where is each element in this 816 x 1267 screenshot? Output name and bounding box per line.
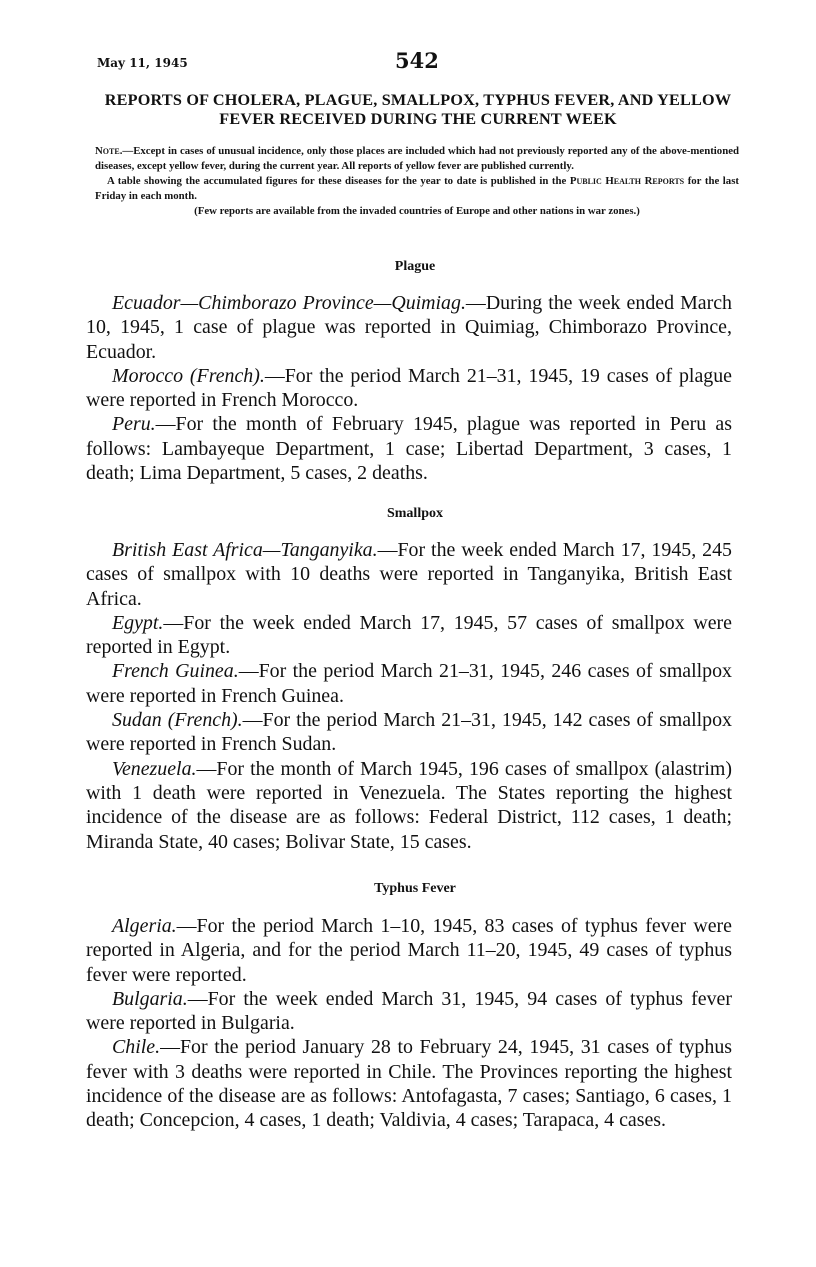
entry-place: French Guinea. (112, 660, 239, 683)
note-label: Note. (95, 145, 123, 157)
entry-text: —For the period March 21–31, 1945, 142 cases of smallpox were reported in French Sudan. (86, 709, 732, 756)
smallpox-entry-tanganyika (86, 538, 732, 611)
table-note-source: Public Health Reports (569, 175, 685, 187)
typhus-entry-bulgaria (86, 987, 732, 1036)
typhus-entry-algeria (86, 914, 732, 987)
smallpox-entry-egypt (86, 611, 732, 660)
plague-entry-ecuador (86, 291, 732, 364)
running-head (97, 48, 737, 78)
plague-section (86, 291, 732, 485)
entry-text: —For the period January 28 to February 24, 1945, 31 cases of typhus fever with 3 deaths were reported in Chile. The Provinces reporting the highest incidence of the disease are as follows: Antofagasta, 7 cases; Santiago, 6 cases, 1 death; Concepcion, 4 cases, 1 death; Valdivia, 4 cases; Tarapaca, 4 cases. (86, 1036, 732, 1132)
entry-place: Venezuela. (112, 757, 197, 780)
entry-place: Algeria. (112, 915, 177, 937)
typhus-entry-chile (86, 1035, 732, 1132)
typhus-section (86, 914, 732, 1133)
smallpox-entry-venezuela (86, 757, 732, 854)
entry-place: Sudan (French). (112, 709, 243, 732)
table-note-end: for the last Friday in each month. (95, 175, 739, 202)
entry-text: —During the week ended March 10, 1945, 1 case of plague was reported in Quimiag, Chimborazo Province, Ecuador. (86, 292, 732, 363)
entry-text: —For the period March 21–31, 1945, 19 cases of plague were reported in French Morocco. (86, 364, 732, 412)
plague-entry-peru (86, 412, 732, 485)
entry-text: —For the month of February 1945, plague was reported in Peru as follows: Lambayeque Department, 1 case; Libertad Department, 3 cases, 1 death; Lima Department, 5 cases, 2 deaths. (86, 413, 732, 485)
entry-text: —For the week ended March 17, 1945, 57 cases of smallpox were reported in Egypt. (86, 611, 732, 659)
entry-place: Chile. (112, 1036, 161, 1059)
war-note: (Few reports are available from the invaded countries of Europe and other nations in war zones.) (194, 205, 640, 217)
plague-heading: Plague (394, 259, 436, 274)
editorial-note (95, 144, 739, 219)
page-number: 542 (395, 48, 439, 73)
smallpox-section (86, 538, 732, 854)
entry-place: Egypt. (112, 611, 164, 634)
note-paragraph (95, 144, 739, 174)
entry-place: Peru. (112, 413, 156, 436)
smallpox-heading: Smallpox (386, 506, 443, 521)
entry-place: Morocco (French). (112, 364, 265, 387)
typhus-heading: Typhus Fever (374, 881, 456, 896)
table-note-start: A table showing the accumulated figures for these diseases for the year to date is published in the (107, 175, 570, 187)
note-text: —Except in cases of unusual incidence, only those places are included which had not previously reported any of the above-mentioned diseases, except yellow fever, during the current year. All reports of yellow fever are published currently. (95, 145, 739, 172)
page-title: REPORTS OF CHOLERA, PLAGUE, SMALLPOX, TYPHUS FEVER, AND YELLOW FEVER RECEIVED DURING THE CURRENT WEEK (104, 91, 732, 128)
entry-place: British East Africa—Tanganyika. (112, 539, 378, 561)
entry-place: Bulgaria. (112, 987, 188, 1010)
entry-place: Ecuador—Chimborazo Province—Quimiag. (112, 292, 466, 314)
entry-text: —For the period March 1–10, 1945, 83 cases of typhus fever were reported in Algeria, and for the period March 11–20, 1945, 49 cases of typhus fever were reported. (86, 915, 732, 986)
issue-date: May 11, 1945 (97, 56, 188, 70)
entry-text: —For the month of March 1945, 196 cases of smallpox (alastrim) with 1 death were reported in Venezuela. The States reporting the highest incidence of the disease are as follows: Federal District, 112 cases, 1 death; Miranda State, 40 cases; Bolivar State, 15 cases. (86, 757, 732, 853)
entry-text: —For the week ended March 31, 1945, 94 cases of typhus fever were reported in Bulgaria. (86, 987, 732, 1035)
plague-entry-morocco (86, 364, 732, 413)
table-note-paragraph (95, 174, 739, 204)
smallpox-entry-french-guinea (86, 659, 732, 708)
entry-text: —For the week ended March 17, 1945, 245 cases of smallpox with 10 deaths were reported in Tanganyika, British East Africa. (86, 539, 732, 610)
entry-text: —For the period March 21–31, 1945, 246 cases of smallpox were reported in French Guinea. (86, 660, 733, 707)
smallpox-entry-sudan (86, 708, 732, 757)
